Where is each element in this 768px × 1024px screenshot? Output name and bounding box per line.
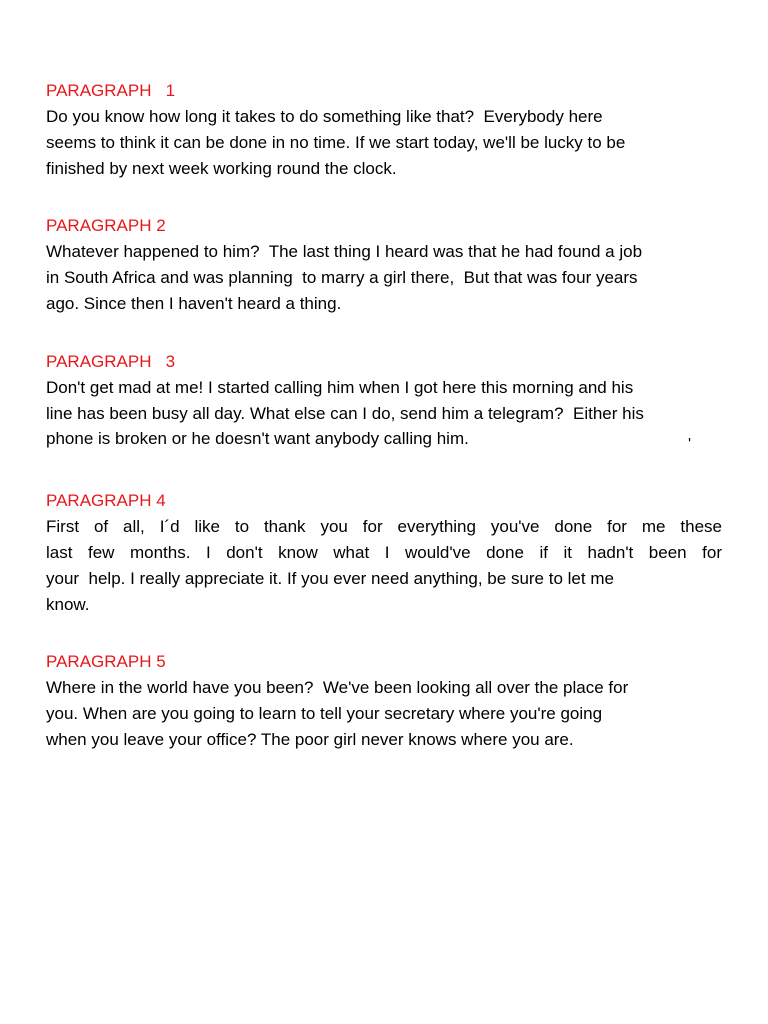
paragraph-4 <box>46 488 722 617</box>
paragraph-3 <box>46 349 722 452</box>
paragraph-5-line-3: when you leave your office? The poor girl never knows where you are. <box>46 729 574 749</box>
paragraph-1-line-2: seems to think it can be done in no time. If we start today, we'll be lucky to be <box>46 132 626 152</box>
paragraph-2 <box>46 213 722 316</box>
paragraph-2-line-3: ago. Since then I haven't heard a thing. <box>46 293 342 313</box>
paragraph-1 <box>46 78 722 181</box>
paragraph-5-line-1: Where in the world have you been? We've been looking all over the place for <box>46 678 629 698</box>
paragraph-2-line-1: Whatever happened to him? The last thing I heard was that he had found a job <box>46 242 643 262</box>
stray-apostrophe-mark: ' <box>688 436 692 453</box>
paragraph-3-heading: PARAGRAPH 3 <box>46 351 176 371</box>
paragraph-2-line-2: in South Africa and was planning to marry a girl there, But that was four years <box>46 268 638 288</box>
paragraph-5-heading: PARAGRAPH 5 <box>46 652 166 672</box>
paragraph-3-line-3: phone is broken or he doesn't want anybody calling him. <box>46 429 469 449</box>
document-page <box>46 78 722 785</box>
paragraph-2-heading: PARAGRAPH 2 <box>46 216 166 236</box>
paragraph-4-line-4: know. <box>46 594 90 614</box>
paragraph-1-line-3: finished by next week working round the clock. <box>46 158 397 178</box>
paragraph-3-line-1: Don't get mad at me! I started calling him when I got here this morning and his <box>46 377 634 397</box>
paragraph-4-heading: PARAGRAPH 4 <box>46 491 166 511</box>
paragraph-4-line-3: your help. I really appreciate it. If you ever need anything, be sure to let me <box>46 568 614 588</box>
paragraph-4-line-1: First of all, I´d like to thank you for everything you've done for me these <box>46 517 722 537</box>
paragraph-3-line-2: line has been busy all day. What else can I do, send him a telegram? Either his <box>46 403 644 423</box>
paragraph-4-line-2: last few months. I don't know what I would've done if it hadn't been for <box>46 542 722 562</box>
paragraph-1-heading: PARAGRAPH 1 <box>46 81 176 100</box>
paragraph-1-line-1: Do you know how long it takes to do something like that? Everybody here <box>46 107 603 126</box>
paragraph-5-line-2: you. When are you going to learn to tell your secretary where you're going <box>46 704 603 724</box>
paragraph-5 <box>46 649 722 752</box>
